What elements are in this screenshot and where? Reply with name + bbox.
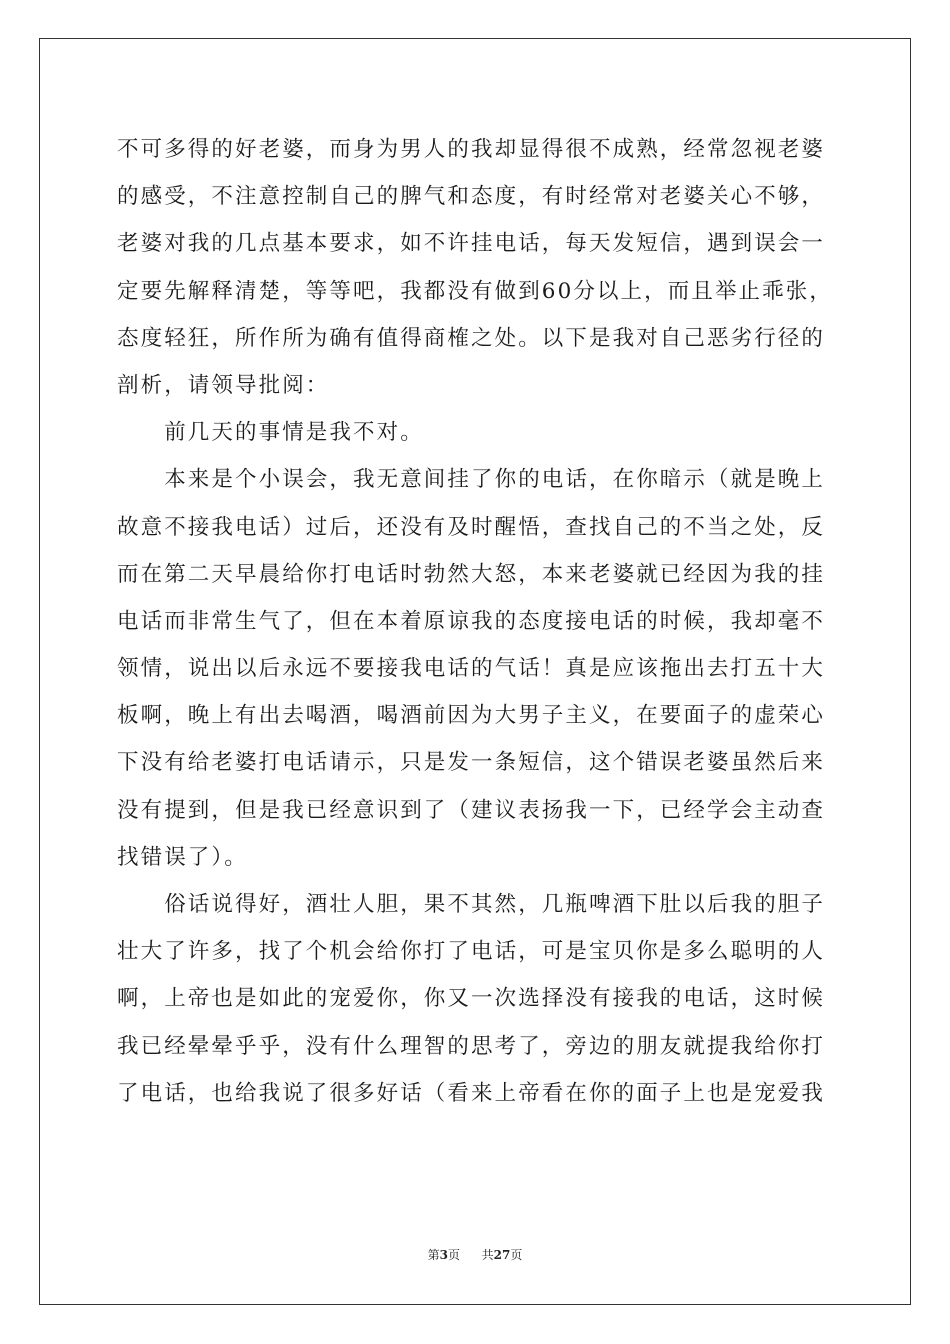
text-line: 故意不接我电话）过后，还没有及时醒悟，查找自己的不当之处，反 bbox=[117, 514, 826, 540]
text-line: 啊，上帝也是如此的宠爱你，你又一次选择没有接我的电话，这时候 bbox=[117, 986, 826, 1012]
text-line: 俗话说得好，酒壮人胆，果不其然，几瓶啤酒下肚以后我的胆子 bbox=[117, 892, 826, 917]
text-line: 壮大了许多，找了个机会给你打了电话，可是宝贝你是多么聪明的人 bbox=[117, 939, 826, 965]
total-pages-indicator bbox=[482, 1246, 523, 1263]
text-line: 定要先解释清楚，等等吧，我都没有做到60分以上，而且举止乖张， bbox=[117, 278, 833, 304]
text-line: 我已经晕晕乎乎，没有什么理智的思考了，旁边的朋友就提我给你打 bbox=[117, 1033, 826, 1059]
text-line: 没有提到，但是我已经意识到了（建议表扬我一下，已经学会主动查 bbox=[117, 797, 826, 823]
text-line: 不可多得的好老婆，而身为男人的我却显得很不成熟，经常忽视老婆 bbox=[117, 137, 826, 162]
text-line: 板啊，晚上有出去喝酒，喝酒前因为大男子主义，在要面子的虚荣心 bbox=[117, 703, 826, 729]
document-body bbox=[117, 126, 839, 1117]
total-suffix: 页 bbox=[510, 1248, 523, 1262]
text-line: 电话而非常生气了，但在本着原谅我的态度接电话的时候，我却毫不 bbox=[117, 608, 826, 634]
text-line: 前几天的事情是我不对。 bbox=[117, 420, 424, 446]
page-number: 3 bbox=[439, 1248, 448, 1262]
page-prefix: 第 bbox=[427, 1248, 440, 1262]
total-prefix: 共 bbox=[481, 1248, 494, 1262]
text-line: 了电话，也给我说了很多好话（看来上帝看在你的面子上也是宠爱我 bbox=[117, 1080, 826, 1106]
text-line: 老婆对我的几点基本要求，如不许挂电话，每天发短信，遇到误会一 bbox=[117, 231, 826, 257]
page-indicator bbox=[428, 1246, 460, 1263]
text-line: 态度轻狂，所作所为确有值得商榷之处。以下是我对自己恶劣行径的 bbox=[117, 325, 826, 351]
text-line: 找错误了）。 bbox=[117, 844, 248, 870]
text-line: 领情，说出以后永远不要接我电话的气话！真是应该拖出去打五十大 bbox=[117, 656, 826, 682]
text-line: 剖析，请领导批阅： bbox=[117, 372, 330, 398]
text-line: 而在第二天早晨给你打电话时勃然大怒，本来老婆就已经因为我的挂 bbox=[117, 561, 826, 587]
total-pages-number: 27 bbox=[493, 1248, 511, 1262]
text-line: 下没有给老婆打电话请示，只是发一条短信，这个错误老婆虽然后来 bbox=[117, 750, 826, 776]
text-line: 的感受，不注意控制自己的脾气和态度，有时经常对老婆关心不够， bbox=[117, 184, 826, 210]
text-line: 本来是个小误会，我无意间挂了你的电话，在你暗示（就是晚上 bbox=[117, 467, 826, 493]
page-footer bbox=[0, 1246, 950, 1263]
page-suffix: 页 bbox=[447, 1248, 460, 1262]
